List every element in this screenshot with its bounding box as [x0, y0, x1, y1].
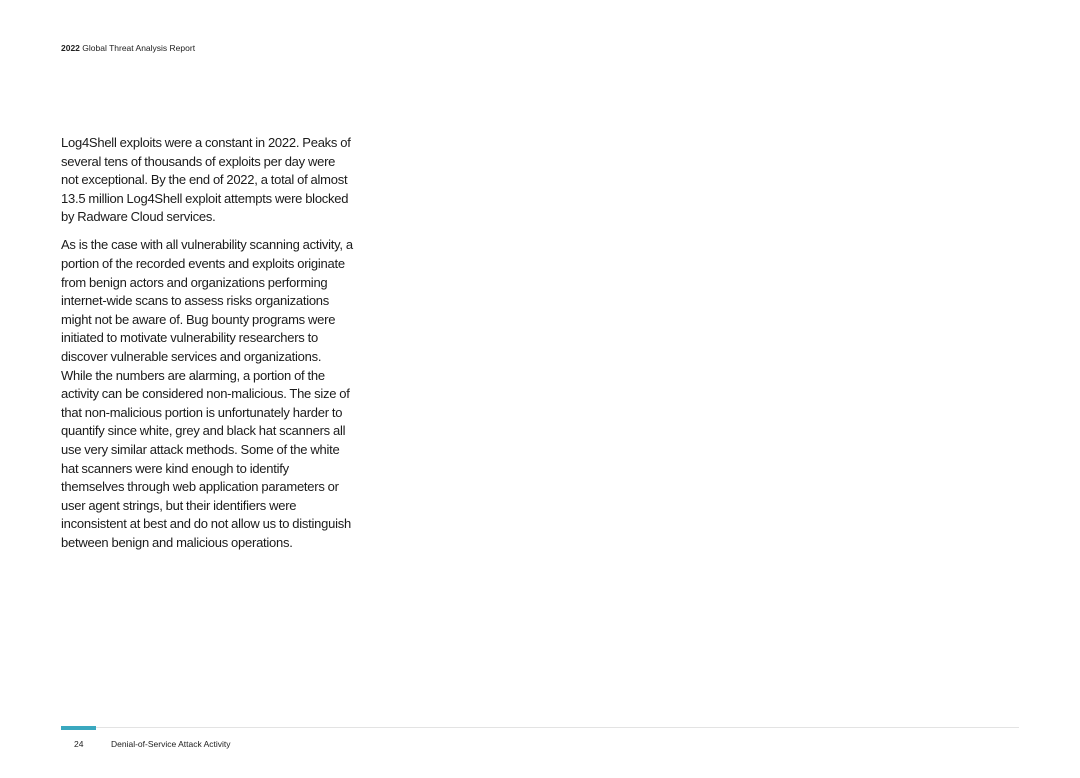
header-title: Global Threat Analysis Report — [82, 43, 196, 53]
footer-accent-bar — [61, 726, 96, 730]
body-text — [61, 134, 353, 562]
running-header — [61, 43, 195, 53]
paragraph-log4shell-summary: Log4Shell exploits were a constant in 2022. Peaks of several tens of thousands of exploits per day were not exceptional. By the end of 2022, a total of almost 13.5 million Log4Shell exploit attempts were blocked by Radware Cloud services. — [61, 135, 351, 225]
paragraph-scanning-activity: As is the case with all vulnerability scanning activity, a portion of the recorded events and exploits originate from benign actors and organizations performing internet-wide scans to assess risks organizations might not be aware of. Bug bounty programs were initiated to motivate vulnerability researchers to discover vulnerable services and organizations. While the numbers are alarming, a portion of the activity can be considered non-malicious. The size of that non-malicious portion is unfortunately harder to quantify since white, grey and black hat scanners all use very similar attack methods. Some of the white hat scanners were kind enough to identify themselves through web application parameters or user agent strings, but their identifiers were inconsistent at best and do not allow us to distinguish between benign and malicious operations. — [61, 237, 353, 550]
footer-divider — [61, 727, 1019, 728]
page-number: 24 — [74, 739, 84, 749]
footer-section-name: Denial-of-Service Attack Activity — [111, 739, 231, 749]
header-year: 2022 — [61, 43, 80, 53]
